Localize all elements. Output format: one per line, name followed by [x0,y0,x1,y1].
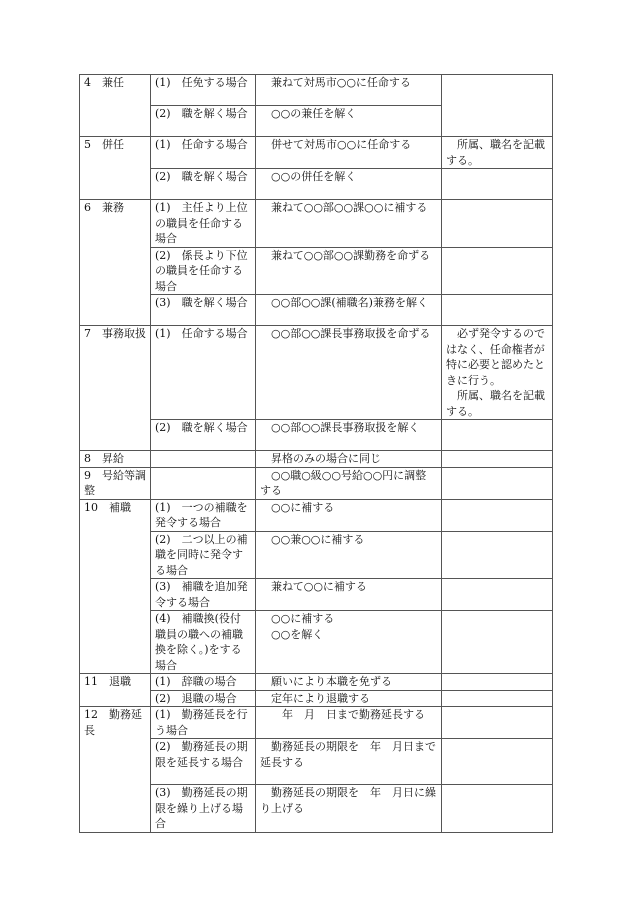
note-cell [442,169,553,200]
text-cell: 併せて対馬市○○に任命する [256,137,442,169]
appointment-table [79,74,553,833]
table-row [80,690,553,707]
note-cell [442,247,553,295]
case-cell: (2) 勤務延長の期限を延長する場合 [151,739,256,785]
text-cell: 願いにより本職を免ずる [256,674,442,691]
note-cell [442,420,553,451]
category-cell: 8 昇給 [80,451,151,468]
text-cell: ○○の併任を解く [256,169,442,200]
note-cell [442,611,553,674]
category-cell: 5 併任 [80,137,151,200]
table-row [80,611,553,674]
category-cell: 12 勤務延長 [80,707,151,833]
text-cell: 兼ねて○○部○○課勤務を命ずる [256,247,442,295]
text-cell: ○○部○○課長事務取扱を命ずる [256,326,442,420]
note-cell [442,785,553,833]
case-cell: (4) 補職換(役付職員の職への補職換を除く。)をする場合 [151,611,256,674]
table-row [80,579,553,611]
note-cell [442,451,553,468]
note-cell [442,295,553,326]
text-cell: 勤務延長の期限を 年 月日に繰り上げる [256,785,442,833]
category-cell: 11 退職 [80,674,151,707]
table-row [80,137,553,169]
table-row [80,467,553,499]
category-cell: 7 事務取扱 [80,326,151,451]
category-cell: 4 兼任 [80,75,151,137]
case-cell [151,451,256,468]
table-row [80,785,553,833]
text-cell: 兼ねて○○部○○課○○に補する [256,200,442,248]
case-cell: (2) 職を解く場合 [151,106,256,137]
note-cell [442,531,553,579]
table-row [80,169,553,200]
table-row [80,247,553,295]
table-row [80,499,553,531]
note-cell [442,690,553,707]
note-cell [442,674,553,691]
note-cell [442,739,553,785]
case-cell: (1) 主任より上位の職員を任命する場合 [151,200,256,248]
note-cell: 所属、職名を記載する。 [442,137,553,169]
note-cell [442,579,553,611]
case-cell: (2) 二つ以上の補職を同時に発令する場合 [151,531,256,579]
category-cell: 10 補職 [80,499,151,674]
case-cell: (2) 職を解く場合 [151,420,256,451]
table-row [80,75,553,106]
table-row [80,326,553,420]
case-cell: (3) 職を解く場合 [151,295,256,326]
case-cell [151,467,256,499]
text-cell: ○○部○○課長事務取扱を解く [256,420,442,451]
note-cell [442,467,553,499]
case-cell: (2) 退職の場合 [151,690,256,707]
table-row [80,420,553,451]
table-row [80,451,553,468]
table-row [80,200,553,248]
note-cell [442,200,553,248]
table-row [80,531,553,579]
note-cell [442,499,553,531]
text-cell: 定年により退職する [256,690,442,707]
text-cell: ○○兼○○に補する [256,531,442,579]
note-cell [442,75,553,137]
text-cell: 年 月 日まで勤務延長する [256,707,442,739]
text-cell: 昇格のみの場合に同じ [256,451,442,468]
case-cell: (1) 辞職の場合 [151,674,256,691]
case-cell: (1) 任命する場合 [151,137,256,169]
category-cell: 9 号給等調整 [80,467,151,499]
text-cell: ○○の兼任を解く [256,106,442,137]
text-cell: ○○部○○課(補職名)兼務を解く [256,295,442,326]
note-cell: 必ず発令するのではなく、任命権者が特に必要と認めたときに行う。 所属、職名を記載する。 [442,326,553,420]
case-cell: (3) 補職を追加発令する場合 [151,579,256,611]
table-row [80,295,553,326]
text-cell: ○○に補する [256,499,442,531]
case-cell: (1) 一つの補職を発令する場合 [151,499,256,531]
table-row [80,707,553,739]
category-cell: 6 兼務 [80,200,151,326]
text-cell: 勤務延長の期限を 年 月日まで延長する [256,739,442,785]
case-cell: (1) 任免する場合 [151,75,256,106]
text-cell: ○○職○級○○号給○○円に調整する [256,467,442,499]
table-row [80,674,553,691]
text-cell: ○○に補する ○○を解く [256,611,442,674]
case-cell: (3) 勤務延長の期限を繰り上げる場合 [151,785,256,833]
case-cell: (2) 係長より下位の職員を任命する場合 [151,247,256,295]
table-row [80,739,553,785]
case-cell: (2) 職を解く場合 [151,169,256,200]
text-cell: 兼ねて○○に補する [256,579,442,611]
note-cell [442,707,553,739]
text-cell: 兼ねて対馬市○○に任命する [256,75,442,106]
case-cell: (1) 任命する場合 [151,326,256,420]
case-cell: (1) 勤務延長を行う場合 [151,707,256,739]
